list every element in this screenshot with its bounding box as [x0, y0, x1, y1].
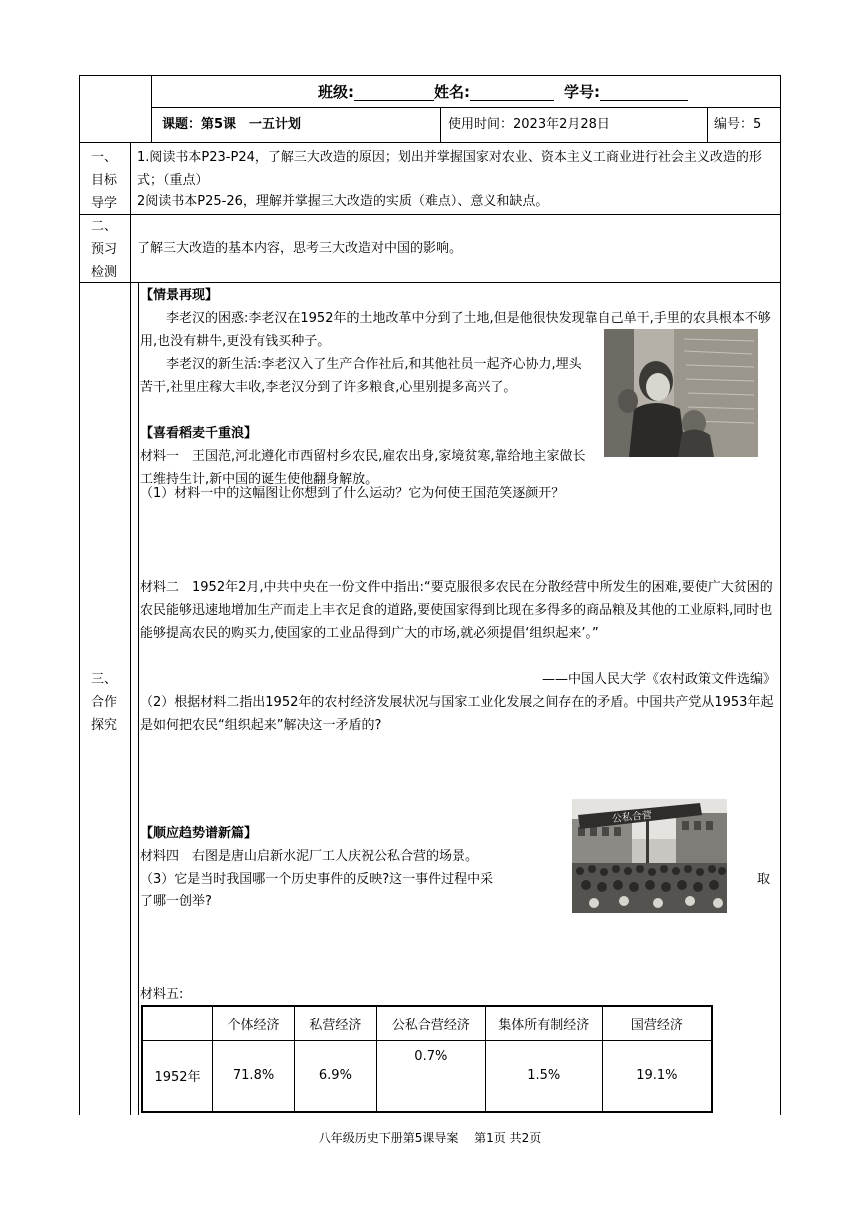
economy-table	[141, 1005, 713, 1113]
frame-top	[79, 75, 781, 76]
class-input[interactable]	[354, 86, 434, 101]
material-2: 材料二 1952年2月,中共中央在一份文件中指出:“要克服很多农民在分散经营中所发生的困难,要使广大贫困的农民能够迅速地增加生产而走上丰衣足食的道路,要使国家得到比现在多得多的商品粮及其他的工业原料,同时也能够提高农民的购买力,使国家的工业品得到广大的市场,就必须提倡‘组织起来’。”	[140, 580, 773, 641]
table-cell: 1.5%	[485, 1040, 602, 1112]
table-header: 国营经济	[602, 1006, 712, 1040]
lesson-title: 课题：第5课 一五计划	[162, 117, 302, 132]
question-1: （1）材料一中的这幅图让你想到了什么运动？它为何使王国范笑逐颜开？	[140, 486, 565, 501]
scene-heading: 【情景再现】	[140, 288, 219, 303]
table-cell: 0.7%	[376, 1040, 485, 1112]
doc-number: 编号：5	[714, 117, 762, 132]
label-col-line	[130, 142, 131, 1115]
table-corner	[142, 1006, 213, 1040]
farmer-photo	[604, 329, 758, 457]
scene-para-1: 李老汉的困惑:李老汉在1952年的土地改革中分到了土地,但是他很快发现靠自己单干,手里的农具根本不够用,也没有耕牛,更没有钱买种子。	[140, 311, 771, 349]
trend-heading: 【顺应趋势谱新篇】	[140, 826, 258, 841]
table-cell: 6.9%	[295, 1040, 377, 1112]
question-3a: （3）它是当时我国哪一个历史事件的反映?这一事件过程中采	[140, 872, 494, 887]
question-3c: 了哪一创举?	[140, 894, 212, 909]
scene-para-2: 李老汉的新生活:李老汉入了生产合作社后,和其他社员一起齐心协力,埋头苦干,社里庄稼大丰收,李老汉分到了许多粮食,心里别提多高兴了。	[140, 357, 582, 395]
student-no-label: 学号:	[564, 83, 600, 101]
preview-label: 二、预习检测	[91, 219, 118, 280]
frame-left	[79, 75, 80, 1115]
name-label: 姓名:	[434, 83, 470, 101]
class-label: 班级:	[318, 83, 354, 101]
use-time: 使用时间：2023年2月28日	[448, 117, 610, 132]
farmer-photo-image	[604, 329, 758, 457]
header-mid-line	[151, 107, 781, 108]
table-header: 私营经济	[295, 1006, 377, 1040]
material-5-label: 材料五:	[140, 987, 184, 1002]
header-left-line	[151, 75, 152, 142]
goals-line1: 1.阅读书本P23-P24，了解三大改造的原因；划出并掌握国家对农业、资本主义工商业进行社会主义改造的形式；（重点）	[137, 150, 762, 188]
header-time-line	[440, 107, 441, 142]
question-2: （2）根据材料二指出1952年的农村经济发展状况与国家工业化发展之间存在的矛盾。中国共产党从1953年起是如何把农民“组织起来”解决这一矛盾的?	[140, 695, 774, 733]
material-2-source: ——中国人民大学《农村政策文件选编》	[541, 672, 776, 687]
content-left-line	[138, 282, 139, 1115]
table-cell: 71.8%	[213, 1040, 295, 1112]
question-3b: 取	[757, 872, 771, 887]
material-1: 材料一 王国范,河北遵化市西留村乡农民,雇农出身,家境贫寒,靠给地主家做长工维持生计,新中国的诞生使他翻身解放。	[140, 449, 586, 487]
header-no-line	[707, 107, 708, 142]
table-cell: 19.1%	[602, 1040, 712, 1112]
table-header: 个体经济	[213, 1006, 295, 1040]
row-line-2	[79, 214, 781, 215]
material-4: 材料四 右图是唐山启新水泥厂工人庆祝公私合营的场景。	[140, 849, 479, 864]
student-no-input[interactable]	[600, 86, 688, 101]
frame-right	[780, 75, 781, 1115]
page-footer: 八年级历史下册第5课导案 第1页 共2页	[318, 1131, 542, 1145]
table-header: 公私合营经济	[376, 1006, 485, 1040]
class-field	[318, 83, 688, 101]
preview-text: 了解三大改造的基本内容，思考三大改造对中国的影响。	[137, 241, 463, 256]
factory-banner-text: 公私合营	[611, 809, 653, 826]
harvest-heading: 【喜看稻麦千重浪】	[140, 426, 258, 441]
goals-label: 一、目标导学	[91, 150, 118, 211]
goals-line2: 2阅读书本P25-26，理解并掌握三大改造的实质（难点）、意义和缺点。	[137, 194, 549, 209]
factory-photo-image	[572, 799, 727, 913]
row-line-3	[79, 282, 781, 283]
table-header: 集体所有制经济	[485, 1006, 602, 1040]
explore-label: 三、合作探究	[91, 672, 118, 733]
name-input[interactable]	[470, 86, 554, 101]
factory-photo	[572, 799, 727, 913]
row-line-1	[79, 142, 781, 143]
table-row-label: 1952年	[142, 1040, 213, 1112]
